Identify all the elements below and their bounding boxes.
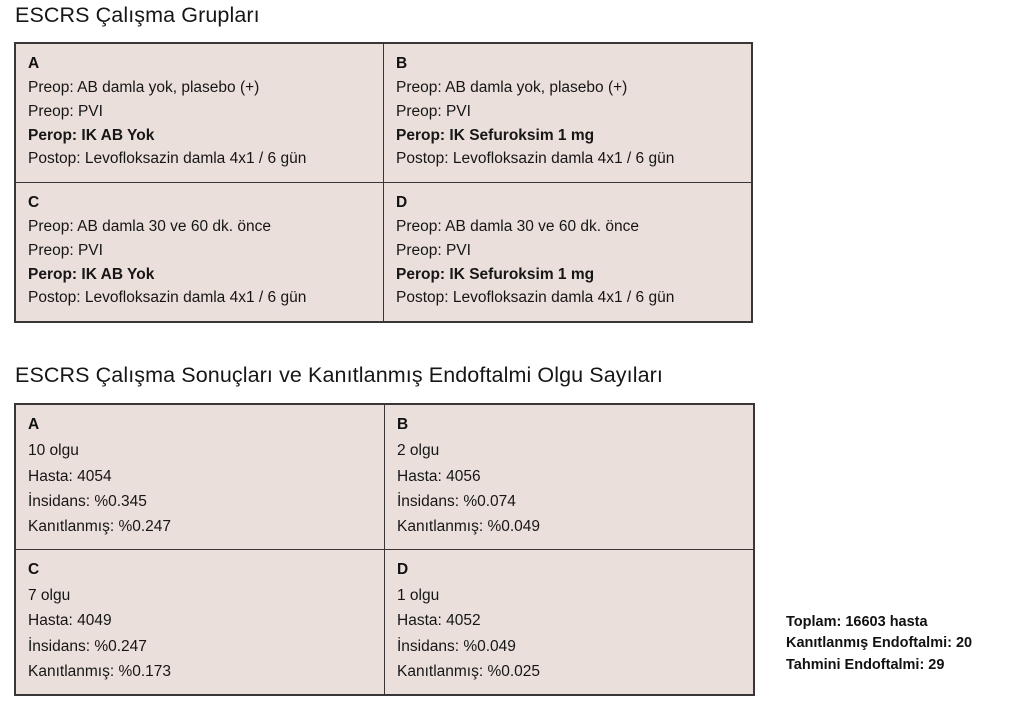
cell-line: Preop: PVI [396, 103, 471, 121]
cell-label: D [396, 194, 408, 211]
cell-line: 1 olgu [397, 587, 440, 605]
summary-total-patients: Toplam: 16603 hasta [786, 614, 928, 630]
cell-label: C [28, 560, 40, 578]
cell-line: İnsidans: %0.247 [28, 637, 147, 655]
cell-line: Hasta: 4056 [397, 467, 481, 485]
study-groups-table [14, 42, 753, 323]
cell-line: Postop: Levofloksazin damla 4x1 / 6 gün [396, 289, 675, 307]
cell-line: Perop: IK Sefuroksim 1 mg [396, 126, 595, 144]
cell-label: B [397, 416, 409, 433]
study-groups-heading: ESCRS Çalışma Grupları [15, 3, 260, 27]
study-groups-table-body [15, 43, 752, 322]
cell-line: Hasta: 4054 [28, 467, 112, 485]
results-table [14, 403, 755, 696]
cell-line: Preop: AB damla 30 ve 60 dk. önce [28, 218, 271, 236]
cell-line: Perop: IK AB Yok [28, 265, 155, 283]
study-group-cell-b [384, 43, 753, 183]
cell-line: 2 olgu [397, 442, 440, 460]
study-group-cell-d [384, 183, 753, 323]
cell-line: Preop: AB damla yok, plasebo (+) [396, 79, 628, 97]
cell-line: Kanıtlanmış: %0.173 [28, 662, 172, 680]
results-table-body [15, 404, 754, 695]
result-cell-c [15, 549, 385, 694]
cell-label: D [397, 560, 409, 578]
cell-line: Perop: IK AB Yok [28, 126, 155, 144]
cell-line: Perop: IK Sefuroksim 1 mg [396, 265, 595, 283]
cell-line: İnsidans: %0.049 [397, 637, 516, 655]
summary-estimated-endophthalmitis: Tahmini Endoftalmi: 29 [786, 656, 945, 673]
table-row [15, 404, 754, 549]
cell-line: Kanıtlanmış: %0.247 [28, 517, 172, 535]
cell-line: Preop: AB damla 30 ve 60 dk. önce [396, 218, 639, 236]
study-group-cell-a [15, 43, 384, 183]
cell-label: A [28, 55, 40, 72]
cell-line: Postop: Levofloksazin damla 4x1 / 6 gün [28, 289, 307, 307]
cell-label: C [28, 194, 40, 211]
result-cell-d [385, 549, 755, 694]
table-row [15, 549, 754, 694]
cell-line: Preop: AB damla yok, plasebo (+) [28, 79, 260, 97]
cell-line: Preop: PVI [28, 103, 103, 121]
table-row [15, 43, 752, 183]
cell-line: Kanıtlanmış: %0.025 [397, 662, 541, 680]
result-cell-b [385, 404, 755, 549]
cell-line: İnsidans: %0.074 [397, 492, 516, 510]
cell-line: İnsidans: %0.345 [28, 492, 147, 510]
cell-line: 7 olgu [28, 587, 71, 605]
cell-line: Preop: PVI [396, 242, 471, 260]
cell-line: 10 olgu [28, 442, 79, 460]
cell-line: Postop: Levofloksazin damla 4x1 / 6 gün [396, 150, 675, 168]
cell-line: Hasta: 4049 [28, 612, 112, 630]
cell-line: Hasta: 4052 [397, 612, 481, 630]
cell-label: A [28, 416, 40, 433]
study-group-cell-c [15, 183, 384, 323]
result-cell-a [15, 404, 385, 549]
cell-label: B [396, 55, 408, 72]
summary-block [786, 612, 1016, 676]
cell-line: Postop: Levofloksazin damla 4x1 / 6 gün [28, 150, 307, 168]
cell-line: Kanıtlanmış: %0.049 [397, 517, 541, 535]
cell-line: Preop: PVI [28, 242, 103, 260]
results-heading: ESCRS Çalışma Sonuçları ve Kanıtlanmış Endoftalmi Olgu Sayıları [15, 363, 663, 387]
table-row [15, 183, 752, 323]
summary-proven-endophthalmitis: Kanıtlanmış Endoftalmi: 20 [786, 635, 973, 652]
